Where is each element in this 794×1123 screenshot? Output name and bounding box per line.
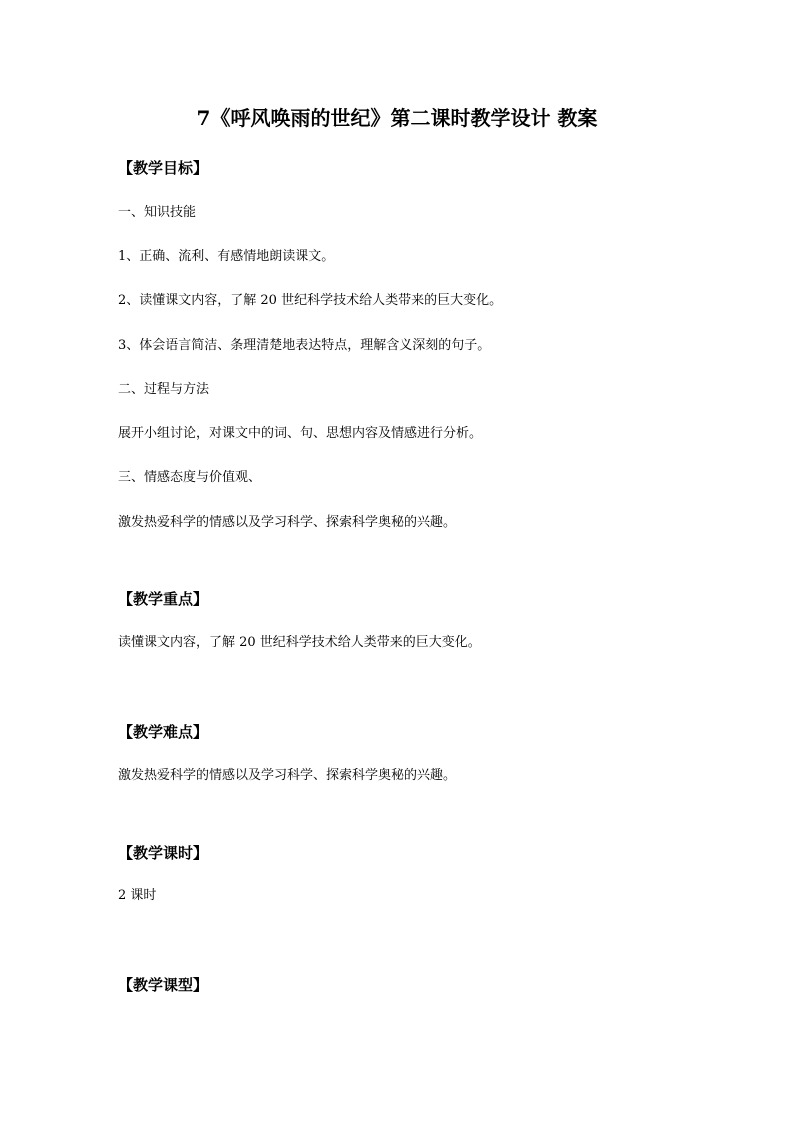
difficulties-heading: 【教学难点】 bbox=[118, 723, 209, 741]
objectives-process-text: 展开小组讨论，对课文中的词、句、思想内容及情感进行分析。 bbox=[118, 426, 483, 441]
objectives-item-3: 3、体会语言简洁、条理清楚地表达特点，理解含义深刻的句子。 bbox=[118, 338, 491, 353]
objectives-heading: 【教学目标】 bbox=[118, 159, 209, 177]
objectives-emotion-subheading: 三、情感态度与价值观、 bbox=[118, 470, 262, 485]
objectives-process-subheading: 二、过程与方法 bbox=[118, 382, 210, 397]
objectives-emotion-text: 激发热爱科学的情感以及学习科学、探索科学奥秘的兴趣。 bbox=[118, 515, 457, 530]
key-points-text: 读懂课文内容，了解 20 世纪科学技术给人类带来的巨大变化。 bbox=[118, 635, 481, 650]
objectives-knowledge-subheading: 一、知识技能 bbox=[118, 205, 197, 220]
lesson-type-heading: 【教学课型】 bbox=[118, 976, 209, 994]
periods-heading: 【教学课时】 bbox=[118, 844, 209, 862]
document-title: 7《呼风唤雨的世纪》第二课时教学设计 教案 bbox=[196, 106, 598, 130]
objectives-item-1: 1、正确、流利、有感情地朗读课文。 bbox=[118, 249, 335, 264]
objectives-item-2: 2、读懂课文内容，了解 20 世纪科学技术给人类带来的巨大变化。 bbox=[118, 293, 503, 308]
difficulties-text: 激发热爱科学的情感以及学习科学、探索科学奥秘的兴趣。 bbox=[118, 768, 457, 783]
periods-text: 2 课时 bbox=[118, 888, 157, 903]
key-points-heading: 【教学重点】 bbox=[118, 590, 209, 608]
